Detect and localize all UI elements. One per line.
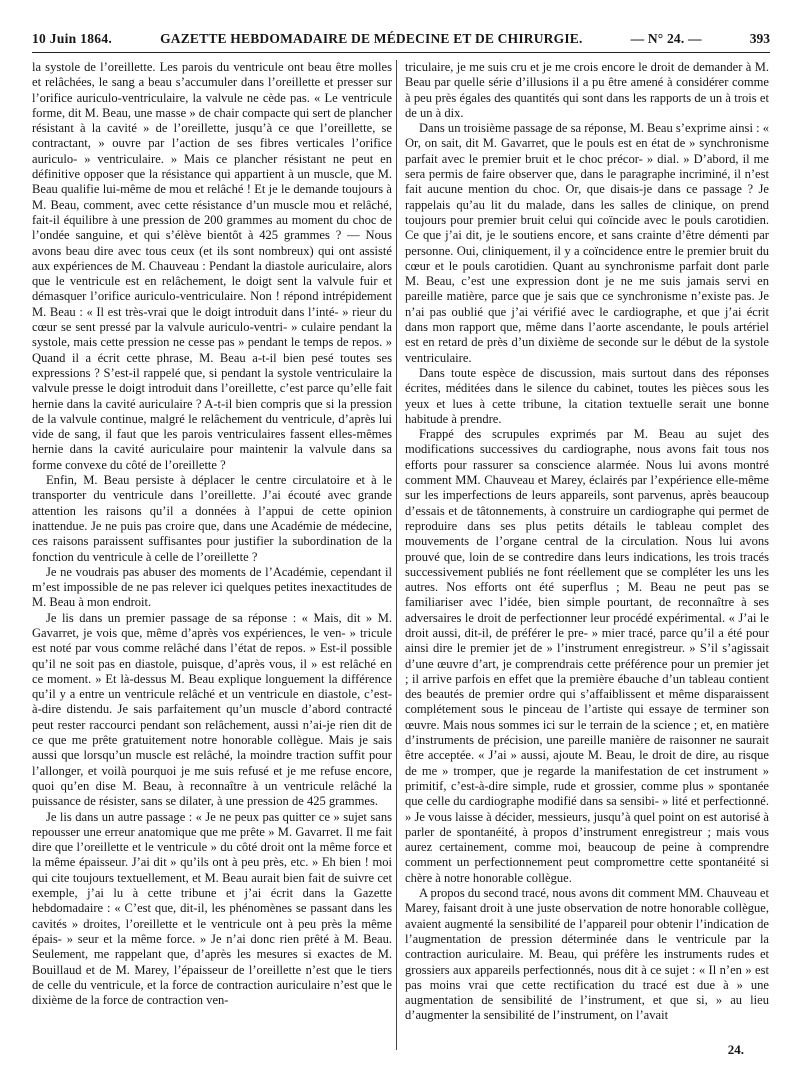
paragraph: la systole de l’oreillette. Les parois du ventricule ont beau être molles et relâchées, le sang a beau s’accumuler dans l’oreillette et presser sur l’orifice auriculo-ventriculaire, la valvule ne cède pas. « Le ventricule forme, dit M. Beau, une masse » de chair compacte qui sert de plancher résistant à la cavité » de l’oreillette, jusqu’à ce que l’oreillette, se contractant, » ouvre par l’action de ses fibres verticales l’orifice auriculo- » ventriculaire. » Mais ce plancher résistant ne peut en définitive opposer que la résistance qui appartient à un muscle, que M. Beau qualifie lui-même de mou et relâché ! Et je le demande toujours à M. Beau, comment, avec cette résistance d’un muscle mou et relâché, fait-il équilibre à une pression de 200 grammes au moment du choc de l’ondée sanguine, et qui s’élève bientôt à 425 grammes ? — Nous avons beau dire avec tous ceux (et ils sont nombreux) qui ont assisté aux expériences de M. Chauveau : Pendant la diastole auriculaire, alors que le ventricule est en relâchement, le doigt sent la valvule fuir et démasquer l’orifice auriculo-ventriculaire. Non ! répond intrépidement M. Beau : « Il est très-vrai que le doigt introduit dans l’inté- » rieur du cœur se sent pressé par la valvule auriculo-ventri- » culaire pendant la systole, mais cette pression ne cesse pas » pendant le temps de repos. » Quand il a écrit cette phrase, M. Beau a-t-il bien pesé toutes ses expressions ? S’est-il rappelé que, si pendant la systole ventriculaire la valvule presse le doigt introduit dans l’oreillette, c’est parce qu’elle fait hernie dans la cavité auriculaire ? A-t-il bien compris que si la pression de la valvule continue, malgré le relâchement du ventricule, d’après lui vide de sang, il faut que les parois ventriculaires fassent elles-mêmes hernie dans la cavité auriculaire pour maintenir la valvule dans sa forme convexe du côté de l’oreillette ? [32,60,392,472]
paragraph: Je lis dans un autre passage : « Je ne peux pas quitter ce » sujet sans repousser une erreur anatomique que me prête » M. Gavarret. Il me fait dire que l’oreillette et le ventricule » du côté droit ont la même force et la même épaisseur. J’ai dit » qu’ils ont à peu près, etc. » Eh bien ! moi qui cite toujours textuellement, et M. Beau aurait bien fait de suivre cet exemple, j’ai lu à cette tribune et j’ai écrit dans la Gazette hebdomadaire : « C’est que, dit-il, les phénomènes se passant dans les cavités » droites, l’oreillette et le ventricule ont à peu près la même épais- » seur et la même force. » Je n’ai donc rien prêté à M. Beau. Seulement, me rappelant que, d’après les mesures si exactes de M. Bouillaud et de M. Marey, l’épaisseur de l’oreillette n’est que le tiers de celle du ventricule, et la force de contraction auriculaire n’est que le dixième de la force de contraction ven- [32,809,392,1008]
column-divider [396,60,397,1050]
left-column [32,60,392,1008]
paragraph: Enfin, M. Beau persiste à déplacer le centre circulatoire et à le transporter du ventricule dans l’oreillette. J’ai écouté avec grande attention les raisons qu’il a données à l’appui de cette opinion inattendue. Je ne puis pas croire que, dans une Académie de médecine, ces raisons paraissent suffisantes pour justifier la subordination de la fonction du ventricule à celle de l’oreillette ? [32,473,392,564]
paragraph: Je lis dans un premier passage de sa réponse : « Mais, dit » M. Gavarret, je vois que, même d’après vos expériences, le ven- » tricule est noté par vous comme relâché dans l’état de repos. » Est-il possible qu’il ne soit pas en diastole, puisque, d’après vous, il » est relâché en ce moment. » Et là-dessus M. Beau explique longuement la différence qu’il y a entre un ventricule relâché et un ventricule en diastole, c’est-à-dire distendu. Je sais parfaitement qu’un muscle d’abord contracté peut rester raccourci pendant son relâchement, aussi n’ai-je rien dit de ce que me prête gratuitement notre honorable collègue. Mais je sais aussi que lorsqu’un muscle est relâché, la moindre traction suffit pour l’allonger, et voilà pourquoi je me suis refusé et je me refuse encore, quoi qu’en dise M. Beau, à reconnaître à un ventricule relâché la puissance de résister, sans se dilater, à une pression de 425 grammes. [32,610,392,809]
header-issue-number: — N° 24. — [630,31,702,46]
paragraph: Frappé des scrupules exprimés par M. Beau au sujet des modifications successives du cardiographe, nous avons fait tous nos efforts pour rassurer sa conscience alarmée. Nous lui avons montré comment MM. Chauveau et Marey, éclairés par l’expérience elle-même sur les imperfections de leurs appareils, sont parvenus, après beaucoup d’essais et de tâtonnements, à construire un cardiographe qui permet de reproduire dans ses plus petits détails le tableau complet des mouvements de l’organe central de la circulation. Nous lui avons prouvé que, loin de se contredire dans leurs indications, les trois tracés successivement publiés ne font réellement que se compléter les uns les autres. Nos efforts ont été superflus ; M. Beau ne peut pas se familiariser avec l’idée, bien simple pourtant, de reconnaître à ses adversaires le droit de perfectionner leur procédé expérimental. « J’ai le droit aussi, dit-il, de préférer le pre- » mier tracé, parce qu’il a été pour ainsi dire le premier jet de » l’instrument enregistreur. » S’il s’agissait d’une œuvre d’art, je comprendrais cette préférence pour un premier jet ; il arrive parfois en effet que la première ébauche d’un tableau contient des beautés de premier ordre qui s’affaiblissent et même disparaissent complétement sous le pinceau de l’artiste qui essaye de terminer son œuvre. Mais nous sommes ici sur le terrain de la science ; et, en matière d’instruments de précision, une pareille manière de raisonner ne saurait être acceptée. « J’ai » aussi, ajoute M. Beau, le droit de dire, au risque de me » tromper, que je regarde la manifestation de cet instrument » primitif, c’est-à-dire simple, rude et grossier, comme plus » spontanée que celle du cardiographe modifié dans sa sensibi- » lité et perfectionné. » Je vous laisse à décider, messieurs, jusqu’à quel point on est autorisé à parler de spontanéité, à propos d’instrument enregistreur ; mais vous aurez certainement, comme moi, beaucoup de peine à comprendre comment un perfectionnement peut compromettre cette spontanéité si chère à notre honorable collègue. [405,427,769,885]
right-column [405,60,769,1024]
header-date: 10 Juin 1864. [32,31,113,46]
paragraph: A propos du second tracé, nous avons dit comment MM. Chauveau et Marey, faisant droit à une juste observation de notre honorable collègue, avaient augmenté la sensibilité de l’appareil pour obtenir l’indication de l’augmentation de pression déterminée dans le ventricule par la contraction auriculaire. M. Beau, qui préfère les instruments rudes et grossiers aux appareils perfectionnés, nous dit à ce sujet : « Il n’en » est pas moins vrai que cette rectification du tracé est due à » une augmentation de sensibilité de l’instrument, et que si, » au lieu d’augmenter la sensibilité de l’instrument, on l’avait [405,886,769,1023]
paragraph: Je ne voudrais pas abuser des moments de l’Académie, cependant il m’est impossible de ne pas relever ici quelques petites inexactitudes de M. Beau à mon endroit. [32,564,392,610]
signature-mark: 24. [727,1042,744,1057]
paragraph: triculaire, je me suis cru et je me crois encore le droit de demander à M. Beau par quelle série d’illusions il a pu être amené à considérer comme à peu près égales des quantités qui sont dans les rapports de un à trois et de un à dix. [405,60,769,120]
running-header [32,26,770,53]
paragraph: Dans un troisième passage de sa réponse, M. Beau s’exprime ainsi : « Or, on sait, dit M. Gavarret, que le pouls est en état de » synchronisme parfait avec le premier bruit et le choc précor- » dial. » D’abord, il me sera permis de faire observer que, dans le paragraphe incriminé, il n’est fait aucune mention du choc. Or, que disais-je dans ce passage ? Je rappelais qu’au lit du malade, dans les salles de clinique, on prend toujours pour premier bruit celui qui coïncide avec le pouls carotidien. Ce que j’ai dit, je le soutiens encore, et sans crainte d’être démenti par personne. Oui, cliniquement, il y a coïncidence entre le premier bruit du cœur et le pouls carotidien. Quant au synchronisme parfait dont parle M. Beau, c’est une expression dont je ne me suis jamais servi en pareille matière, parce que je sais que ce synchronisme n’existe pas. Je n’ai pas oublié que j’ai vérifié avec le cardiographe, et que j’ai écrit dans mon rapport que, même dans l’aorte ascendante, le pouls artériel est en retard de près d’un dixième de seconde sur le début de la systole ventriculaire. [405,121,769,365]
header-page-number: 393 [749,31,770,46]
paragraph: Dans toute espèce de discussion, mais surtout dans des réponses écrites, méditées dans le silence du cabinet, toutes les pièces sous les yeux et lues à cette tribune, la citation textuelle serait une bonne habitude à prendre. [405,365,769,426]
header-journal-title: GAZETTE HEBDOMADAIRE DE MÉDECINE ET DE CHIRURGIE. [160,31,583,46]
